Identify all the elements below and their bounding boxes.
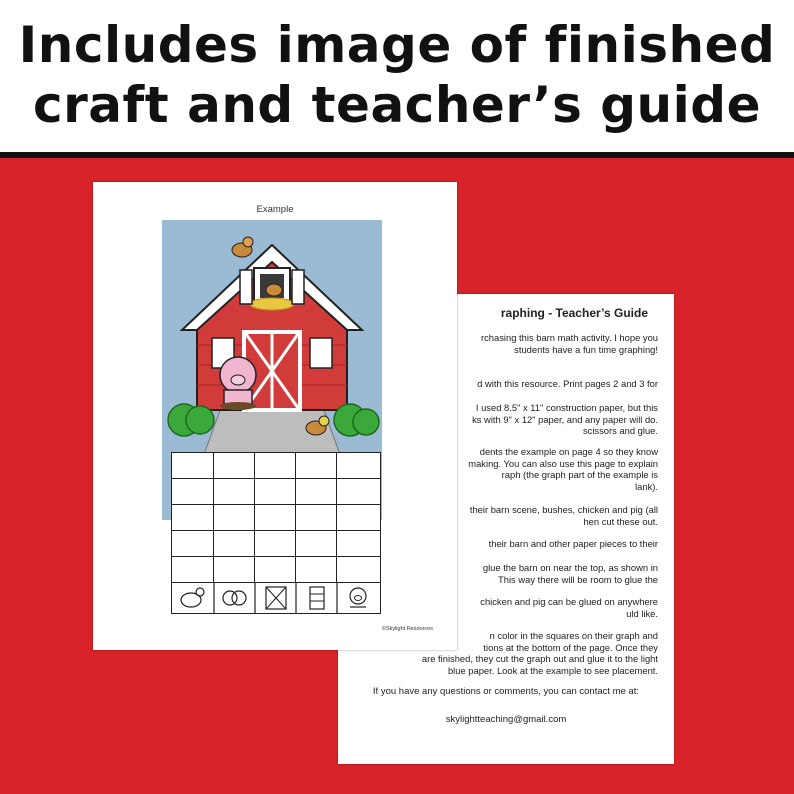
graph-cell <box>337 453 380 479</box>
graph-cell <box>296 479 337 505</box>
header-banner <box>0 0 794 152</box>
guide-paragraph-7: glue the barn on near the top, as shown in This way there will be room to glue the <box>482 562 658 585</box>
graph-cell <box>296 531 337 557</box>
loft-chicken <box>266 284 282 296</box>
graph-icon-row <box>172 583 380 613</box>
guide-contact-line: If you have any questions or comments, you can contact me at: <box>372 686 640 697</box>
headline-line-2: craft and teacher’s guide <box>33 76 761 134</box>
graph-cell <box>255 505 296 531</box>
pig-icon <box>350 588 366 607</box>
loft-shutter-right <box>292 270 304 304</box>
graph-cell <box>296 505 337 531</box>
graph-cell <box>337 531 380 557</box>
loft-shutter-left <box>240 270 252 304</box>
bush-icon <box>223 591 246 605</box>
barn-scene-illustration <box>162 220 382 460</box>
graph-cell <box>214 557 255 583</box>
hay-pile <box>250 298 294 310</box>
graph-cell <box>296 453 337 479</box>
graph-cell <box>214 505 255 531</box>
graph-cell <box>337 505 380 531</box>
graph-cell <box>214 531 255 557</box>
graph-cell <box>172 557 214 583</box>
example-page <box>93 182 457 650</box>
guide-paragraph-5: their barn scene, bushes, chicken and pig (all hen cut these out. <box>469 504 658 527</box>
example-title: Example <box>256 204 294 215</box>
graph-cell <box>255 557 296 583</box>
graph-cell <box>214 453 255 479</box>
barn-door-icon <box>266 587 286 609</box>
graph-cell <box>337 557 380 583</box>
hay-bale-icon <box>310 587 324 609</box>
guide-paragraph-4: dents the example on page 4 so they know making. You can also use this page to explain raph (the graph part of the example is lank). <box>468 446 658 492</box>
chicken-icon <box>181 588 204 607</box>
side-window-right <box>310 338 332 368</box>
guide-paragraph-9: n color in the squares on their graph and tions at the bottom of the page. Once they are finished, they cut the graph out and glue it to the light blue paper. Look at the example to see placement. <box>421 630 658 676</box>
graph-cell <box>172 479 214 505</box>
headline-line-1: Includes image of finished <box>18 16 776 74</box>
graph-cell <box>172 453 214 479</box>
graph-cell <box>172 505 214 531</box>
graph-cell <box>337 479 380 505</box>
guide-paragraph-2: d with this resource. Print pages 2 and 3 for <box>477 378 658 389</box>
guide-paragraph-6: their barn and other paper pieces to their <box>486 538 658 549</box>
graph-cell <box>296 557 337 583</box>
graph-cell <box>255 479 296 505</box>
guide-title: raphing - Teacher’s Guide <box>500 306 648 320</box>
graph-cell <box>172 531 214 557</box>
guide-email: skylightteaching@gmail.com <box>445 714 567 725</box>
guide-paragraph-1: rchasing this barn math activity. I hope you students have a fun time graphing! <box>481 332 658 355</box>
graph-cell <box>255 531 296 557</box>
guide-paragraph-8: chicken and pig can be glued on anywhere uld like. <box>480 596 658 619</box>
graph-cell <box>255 453 296 479</box>
graph-cell <box>214 479 255 505</box>
copyright-credit: ©Skylight Resources <box>381 626 433 632</box>
blank-bar-graph <box>171 452 381 614</box>
guide-paragraph-3: I used 8.5" x 11" construction paper, but this ks with 9" x 12" paper, and any paper will do. scissors and glue. <box>472 402 658 436</box>
